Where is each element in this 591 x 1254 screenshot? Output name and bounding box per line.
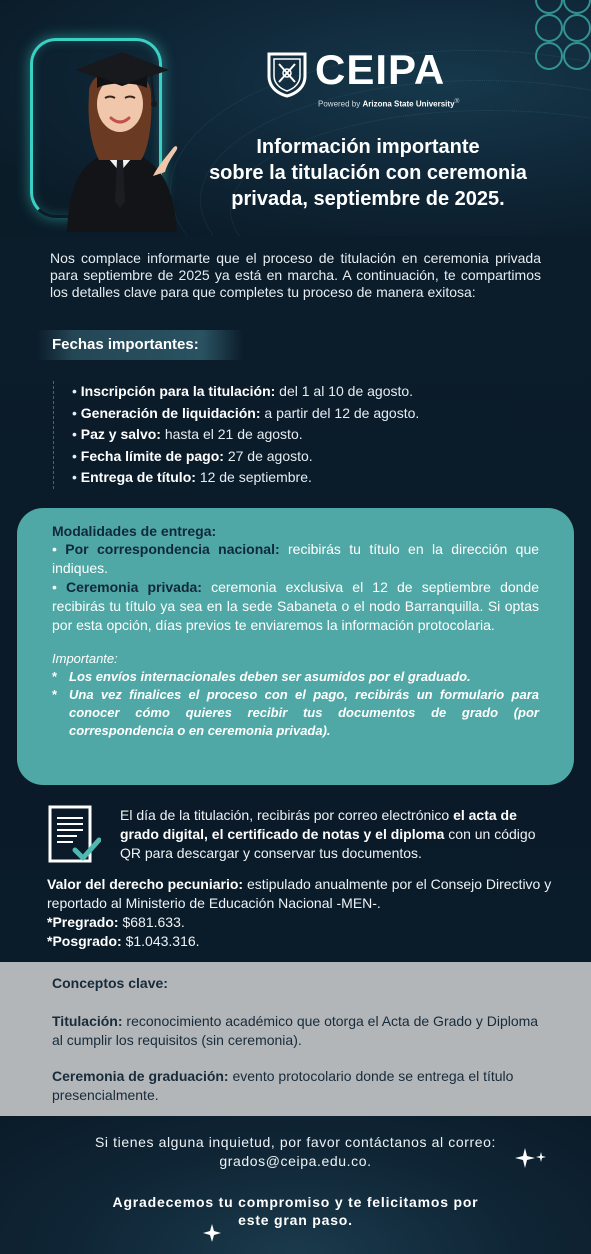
modality-text: recibirás tu título en la dirección que indiques. <box>52 541 540 576</box>
powered-prefix: Powered by <box>318 99 361 109</box>
title-line: Información importante <box>256 136 480 158</box>
intro-paragraph: Nos complace informarte que el proceso de titulación en ceremonia privada para septiembre de 2025 ya está en marcha. A continuación, te compartimos los detalles clave para que completes tu proceso de manera exitosa: <box>50 250 541 300</box>
page-title <box>200 134 536 212</box>
thanks-line: Agradecemos tu compromiso y te felicitamos por <box>112 1194 479 1210</box>
ceipa-logo <box>265 48 475 108</box>
key-concepts-section <box>0 962 591 1116</box>
thanks-message <box>60 1193 531 1229</box>
header-banner <box>0 0 591 236</box>
date-value: a partir del 12 de agosto. <box>264 404 420 421</box>
title-line: privada, septiembre de 2025. <box>231 188 505 210</box>
modality-text: ceremonia exclusiva el 12 de septiembre donde recibirás tu título ya sea en la sede Sabaneta o el nodo Barranquilla. Si optas por esta opción, días previos te enviaremos la información protocolaria. <box>52 579 540 633</box>
fee-posgrado <box>47 932 557 951</box>
powered-by <box>318 98 459 109</box>
list-item: • Generación de liquidación: a partir del 12 de agosto. <box>72 404 420 421</box>
list-item: • Inscripción para la titulación: del 1 al 10 de agosto. <box>72 383 414 399</box>
digital-documents-text <box>120 806 550 863</box>
date-value: 12 de septiembre. <box>199 469 312 486</box>
fee-pregrado <box>47 913 557 932</box>
list-item: • Entrega de título: 12 de septiembre. <box>72 469 312 486</box>
thanks-line: este gran paso. <box>238 1212 353 1228</box>
modality-label: Por correspondencia nacional: <box>65 541 280 557</box>
date-value: hasta el 21 de agosto. <box>164 426 303 443</box>
document-check-icon <box>47 804 101 864</box>
fee-text: estipulado anualmente por el Consejo Directivo y reportado al Ministerio de Educación Nacional -MEN-. <box>47 876 552 911</box>
title-line: sobre la titulación con ceremonia <box>209 162 527 184</box>
concept-term: Titulación: <box>52 1013 123 1029</box>
registered-mark: ® <box>454 98 460 105</box>
modality-item: • Por correspondencia nacional: recibirás tu título en la dirección que indiques. <box>52 541 540 576</box>
modalities-heading: Modalidades de entrega: <box>52 523 217 539</box>
posgrado-value: $1.043.316. <box>125 933 200 949</box>
ceipa-shield-icon <box>265 50 309 98</box>
pregrado-label: *Pregrado: <box>47 914 119 930</box>
fee-description <box>47 875 557 913</box>
list-item: • Fecha límite de pago: 27 de agosto. <box>72 447 313 464</box>
pregrado-value: $681.633. <box>122 914 185 930</box>
digital-text: El día de la titulación, recibirás por correo electrónico <box>120 807 450 823</box>
fee-label: Valor del derecho pecuniario: <box>47 876 244 892</box>
dates-heading: Fechas importantes: <box>36 330 244 360</box>
digital-text: con un código QR para descargar y conservar tus documentos. <box>120 826 536 861</box>
important-label: Importante: <box>52 651 118 666</box>
graduate-photo <box>55 32 185 232</box>
concept-item <box>52 1067 544 1105</box>
note-text: Los envíos internacionales deben ser asumidos por el graduado. <box>69 669 471 684</box>
concept-definition: reconocimiento académico que otorga el Acta de Grado y Diploma al cumplir los requisitos (sin ceremonia). <box>52 1013 539 1048</box>
date-label: Inscripción para la titulación: <box>80 383 276 399</box>
delivery-modalities-box <box>17 508 574 785</box>
concept-term: Ceremonia de graduación: <box>52 1068 229 1084</box>
note-text: Una vez finalices el proceso con el pago, recibirás un formulario para conocer cómo quieres recibir tus documentos de grado (por correspondencia o en ceremonia privada). <box>69 687 539 738</box>
date-label: Fecha límite de pago: <box>80 447 224 464</box>
date-label: Entrega de título: <box>80 469 196 486</box>
fee-section <box>47 875 557 951</box>
brand-name: CEIPA <box>315 46 446 93</box>
concept-item <box>52 1012 544 1050</box>
date-value: 27 de agosto. <box>227 447 313 464</box>
posgrado-label: *Posgrado: <box>47 933 122 949</box>
sparkle-icon <box>513 1146 549 1172</box>
concepts-heading: Conceptos clave: <box>52 975 168 991</box>
modality-item: • Ceremonia privada: ceremonia exclusiva el 12 de septiembre donde recibirás tu título ya sea en la sede Sabaneta o el nodo Barranquilla. Si optas por esta opción, días previos te enviaremos la información protocolaria. <box>52 579 540 633</box>
important-note: * Los envíos internacionales deben ser asumidos por el graduado. <box>52 669 471 684</box>
sparkle-icon <box>202 1223 222 1243</box>
contact-email[interactable]: grados@ceipa.edu.co. <box>219 1153 372 1169</box>
date-label: Generación de liquidación: <box>80 404 261 421</box>
date-value: del 1 al 10 de agosto. <box>279 383 414 399</box>
important-note: * Una vez finalices el proceso con el pago, recibirás un formulario para conocer cómo quieres recibir tus documentos de grado (por correspondencia o en ceremonia privada). <box>52 687 539 738</box>
date-label: Paz y salvo: <box>80 426 161 443</box>
powered-by-university: Arizona State University <box>362 99 455 109</box>
decorative-circles <box>529 0 591 82</box>
contact-text <box>40 1133 551 1171</box>
dates-list <box>53 381 523 489</box>
modality-label: Ceremonia privada: <box>66 579 202 595</box>
concept-definition: evento protocolario donde se entrega el título presencialmente. <box>52 1068 514 1103</box>
digital-highlight: el acta de grado digital, el certificado de notas y el diploma <box>120 807 517 842</box>
list-item: • Paz y salvo: hasta el 21 de agosto. <box>72 426 303 443</box>
contact-line: Si tienes alguna inquietud, por favor contáctanos al correo: <box>94 1134 496 1150</box>
